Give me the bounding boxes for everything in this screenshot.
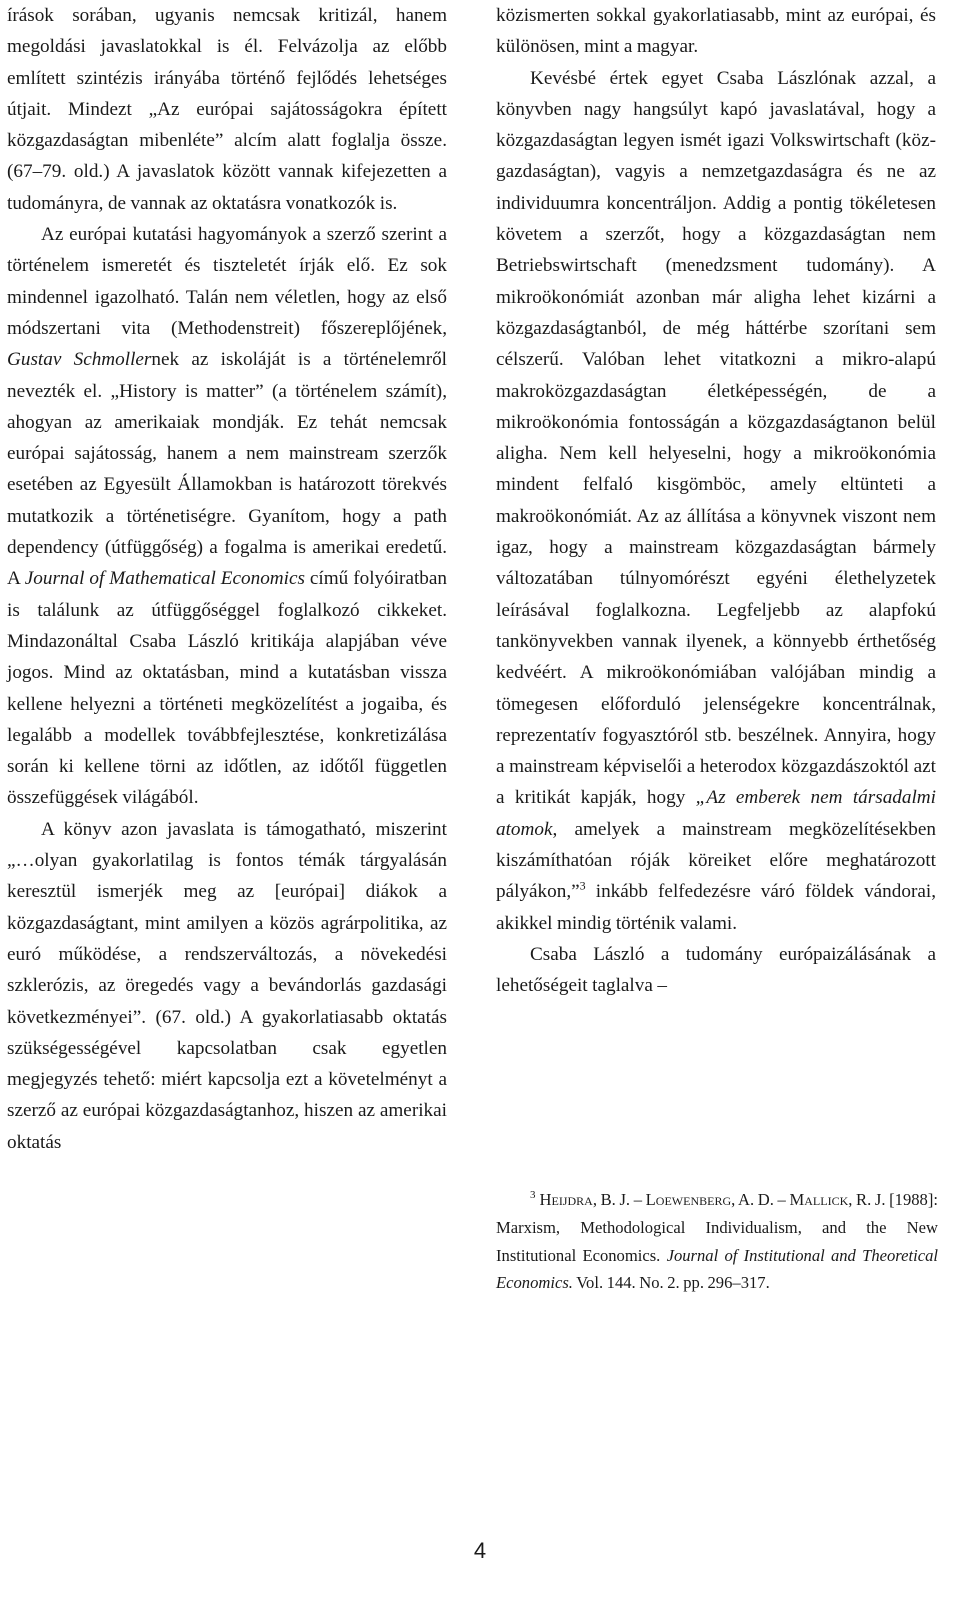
paragraph-2-italic-journal: Journal of Mathematical Economics [24,568,305,590]
paragraph-5-text-c: inkább felfedezésre váró földek vándorai, akikkel mindig történik valami. [496,881,936,934]
paragraph-1-text: írások sorában, ugyanis nemcsak kritizál, hanem megoldási javaslatokkal is él. Felvázolja az előbb említett szintézis irányába történő fejlődés lehetséges útjait. Mindezt [7,5,447,120]
right-column [496,0,936,1002]
footnote-author-1: Heijdra [539,1190,593,1209]
paragraph-2-text-b: nek az iskoláját is a történelemről nevezték el. „History is matter” (a történelem számít), ahogyan az amerikaiak mondják. Ez tehát nemcsak európai sajátosság, hanem a nem mainstream szerzők esetében az Egyesült Államokban is határozott törekvés mutatkozik a történetiségre. Gyanítom, hogy a path dependency (útfüggőség) a fogalma is amerikai eredetű. A [7,349,448,590]
paragraph-5-italic-quote: „Az emberek nem társadalmi atomok [496,787,936,840]
footnote-journal: Journal of Institutional and Theoretical Economics. [496,1245,938,1293]
footnote-author-2-rest: , A. D. – [731,1190,790,1209]
left-column [7,0,447,1158]
paragraph-6: Csaba László a tudomány európaizálásának a lehetőségeit taglalva – [496,943,936,997]
paragraph-5 [496,63,936,939]
paragraph-2-text-a: Az európai kutatási hagyományok a szerző szerint a történelem ismeretét és tiszteletét írják elő. Ez sok mindennel igazolható. Talán nem véletlen, hogy az első módszertani vita (Methodenstreit) főszereplőjének, [7,224,447,339]
footnote-author-3: Mallick [789,1190,849,1209]
footnote-tail: Vol. 144. No. 2. pp. 296–317. [572,1273,770,1293]
paragraph-2 [7,219,447,814]
paragraph-1-quote: „Az európai sajátosságokra épített közgazdaságtan mibenléte” alcím alatt foglalja össze. (67–79. old.) A javaslatok között vannak kifejezetten a tudományra, de vannak az oktatásra vonatkozók is. [7,98,447,214]
paragraph-5-text-b: , amelyek a mainstream megközelítésekben kiszámíthatóan róják köreiket előre meghatározott pályákon,” [496,818,936,903]
footnote-author-3-rest: , R. J. [1988]: Marxism, Methodological Individualism, and the New Institutional Economics. [496,1190,938,1265]
footnote-mark: 3 [530,1189,536,1202]
footnote-author-2: Loewenberg [645,1190,732,1209]
paragraph-5-text-a: Kevésbé értek egyet Csaba Lászlónak azzal, a könyvben nagy hangsúlyt kapó javaslatával, hogy a közgazdaságtan legyen ismét igazi Volkswirtschaft (köz-gazdaságtan), vagyis a nemzetgazdaságra és ne az individuumra koncentráljon. Addig a pontig tökéletesen követem a szerzőt, hogy a közgazdaságtan nem Betriebswirtschaft (menedzsment tudomány). A mikroökonómiát azonban már aligha lehet kizárni a közgazdaságtanból, de még háttérbe szorítani sem célszerű. Valóban lehet vitatkozni a mikro-alapú makroközgazdaságtan életképességén, de a mikroökonómia fontosságán a közgazdaságtanon belül aligha. Nem kell helyeselni, hogy a mikroökonómia mindent felfaló kisgömböc, amely eltünteti a makroökonómiát. Az az állítása a könyvnek viszont nem igaz, hogy a mainstream közgazdaságtan bármely változatában túlnyomórészt egyéni élethelyzetek leírásával foglalkozna. Legfeljebb az alapfokú tankönyvekben vannak ilyenek, a könnyebb érthetőség kedvéért. A mikroökonómiában valójában mindig a tömegesen előforduló jelenségekre koncentrálnak, reprezentatív fogyasztóról stb. beszélnek. Annyira, hogy a mainstream képviselői a heterodox közgazdászoktól azt a kritikát kapják, hogy [496,67,936,809]
paragraph-2-text-c: című folyóiratban is találunk az útfüggőséggel foglalkozó cikkeket. Mindazonáltal Csaba László kritikája alapjában véve jogos. Mind az oktatásban, mind a kutatásban vissza kellene helyezni a történeti megközelítést a jogaiba, és legalább a modellek továbbfejlesztése, konkretizálása során ki kellene törni az időtlen, az időtől független összefüggések világából. [7,568,447,809]
page-number: 4 [473,1538,487,1563]
paragraph-2-italic-name: Gustav Schmoller [7,349,152,371]
paragraph-4: közismerten sokkal gyakorlatiasabb, mint az európai, és különösen, mint a magyar. [496,5,936,58]
footnote-reference[interactable]: 3 [579,878,586,893]
paragraph-3: A könyv azon javaslata is támogatható, miszerint „…olyan gyakorlatilag is fontos témák tárgyalásán keresztül ismerjék meg az [európai] diákok a közgazdaságtant, mint amilyen a közös agrárpolitika, az euró működése, a rendszerváltozás, a növekedési szklerózis, az öregedés vagy a bevándorlás gazdasági következményei”. (67. old.) A gyakorlatiasabb oktatás szükségességével kapcsolatban csak egyetlen megjegyzés tehető: miért kapcsolja ezt a követelményt a szerző az európai közgazdaságtanhoz, hiszen az amerikai oktatás [7,818,447,1153]
footnote-author-1-rest: , B. J. – [592,1190,646,1209]
paragraph-1 [7,0,447,219]
footnote [496,1186,938,1297]
